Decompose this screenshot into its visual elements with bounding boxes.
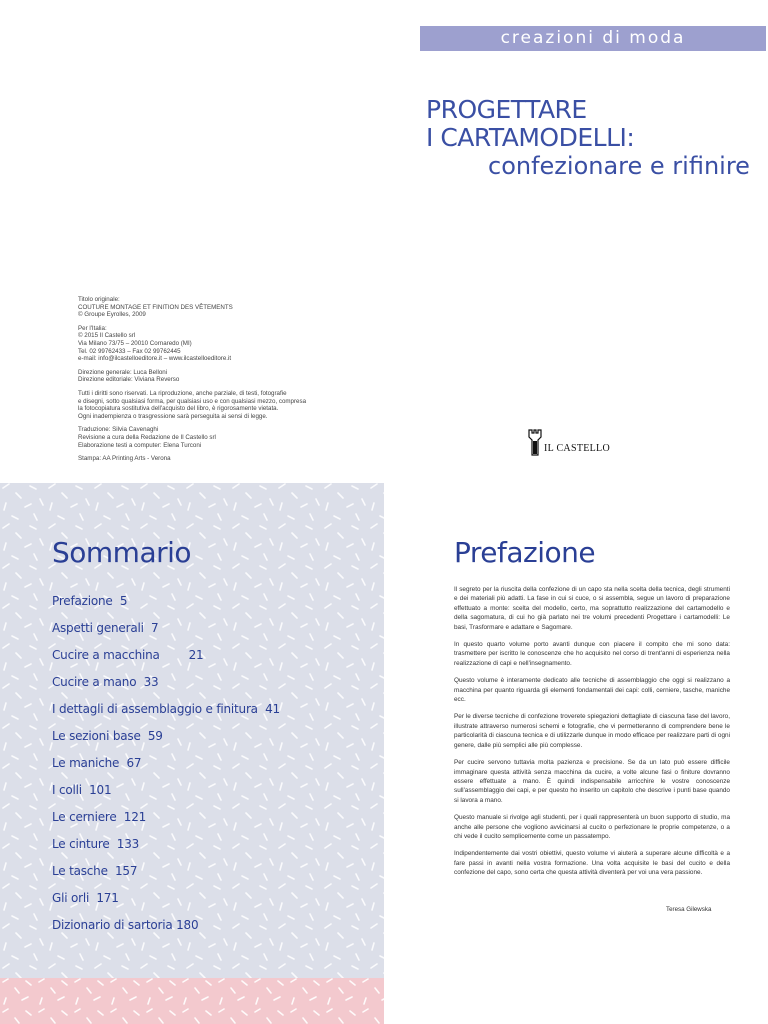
preface-paragraph: Per cucire servono tuttavia molta pazienza e precisione. Se da un lato può essere difficile immaginare questa attività senza macchina da cucire, a volte alcune fasi o finiture dovranno essere effettuate a mano. È quindi indispensabile arricchire le vostre conoscenze sull'assemblaggio dei capi, e per questo ho inserito un capitolo che descrive i punti base quando si lavora a mano. <box>454 759 730 804</box>
toc-item[interactable]: Cucire a macchina 21 <box>52 648 204 662</box>
toc-item[interactable]: Cucire a mano 33 <box>52 675 159 689</box>
toc-item[interactable]: Le maniche 67 <box>52 756 142 770</box>
toc-item[interactable]: Le cerniere 121 <box>52 810 147 824</box>
pink-band-pattern <box>0 978 384 1024</box>
colophon-print: Stampa: AA Printing Arts - Verona <box>78 455 171 463</box>
toc-item[interactable]: I dettagli di assemblaggio e finitura 41 <box>52 702 280 716</box>
castle-tower-icon <box>528 428 542 456</box>
colophon-direction: Direzione generale: Luca Belloni Direzione editoriale: Viviana Reverso <box>78 368 180 384</box>
book-title-line2: I CARTAMODELLI: <box>426 123 635 152</box>
toc-title: Sommario <box>52 536 192 569</box>
series-label: creazioni di moda <box>500 28 686 48</box>
toc-item[interactable]: Dizionario di sartoria 180 <box>52 918 199 932</box>
book-subtitle: confezionare e rifinire <box>488 152 750 180</box>
publisher-name: IL CASTELLO <box>544 443 610 454</box>
publisher-logo <box>528 428 610 456</box>
preface-signature: Teresa Gilewska <box>666 906 712 913</box>
toc-list <box>52 594 280 945</box>
pink-band <box>0 978 384 1024</box>
toc-item[interactable]: Le tasche 157 <box>52 864 138 878</box>
preface-paragraph: Indipendentemente dai vostri obiettivi, questo volume vi aiuterà a superare alcune difficoltà e a fare passi in avanti nella vostra formazione. Una volta acquisite le basi del cucito e della confezione del capo, sono certa che questa attività diventerà per voi una vera passione. <box>454 850 730 877</box>
colophon-original-title: Titolo originale: COUTURE MONTAGE ET FINITION DES VÊTEMENTS © Groupe Eyrolles, 2009 <box>78 296 233 319</box>
preface-paragraph: Questo volume è interamente dedicato alle tecniche di assemblaggio che oggi si realizzano a macchina per quanto riguarda gli elementi fondamentali dei capi: colli, cerniere, tasche, maniche ecc. <box>454 677 730 704</box>
book-title-line1: PROGETTARE <box>426 95 587 124</box>
toc-item[interactable]: Le cinture 133 <box>52 837 140 851</box>
toc-item[interactable]: Prefazione 5 <box>52 594 128 608</box>
preface-body <box>454 585 730 886</box>
series-band <box>420 26 766 51</box>
preface-paragraph: Questo manuale si rivolge agli studenti, per i quali rappresenterà un buon supporto di studio, ma anche alle persone che vogliono avvicinarsi al cucito o perfezionare le proprie competenze, o a chi vede il cucito semplicemente come un passatempo. <box>454 814 730 840</box>
toc-item[interactable]: I colli 101 <box>52 783 112 797</box>
colophon-rights: Tutti i diritti sono riservati. La riproduzione, anche parziale, di testi, fotografie e disegni, sotto qualsiasi forma, per qualsiasi uso e con qualsiasi mezzo, compresa la fotocopiatura sostitutiva dell'acquisto del libro, è rigorosamente vietata. Ogni inadempienza o trasgressione sarà perseguita ai sensi di legge. <box>78 389 307 420</box>
toc-item[interactable]: Aspetti generali 7 <box>52 621 159 635</box>
colophon-italy: Per l'Italia: © 2015 Il Castello srl Via Milano 73/75 – 20010 Cornaredo (MI) Tel. 02 99762433 – Fax 02 99762445 e-mail: info@ilcastelloeditore.it – www.ilcastelloeditore.it <box>78 324 232 363</box>
book-title <box>426 96 750 180</box>
toc-item[interactable]: Gli orli 171 <box>52 891 119 905</box>
toc-item[interactable]: Le sezioni base 59 <box>52 729 163 743</box>
preface-title: Prefazione <box>454 536 596 569</box>
colophon <box>78 296 368 469</box>
preface-paragraph: In questo quarto volume porto avanti dunque con piacere il compito che mi sono data: trasmettere per iscritto le conoscenze che ho acquisito nel corso di trent'anni di esperienza nella realizzazione di capi e nell'insegnamento. <box>454 641 730 667</box>
preface-paragraph: Per le diverse tecniche di confezione troverete spiegazioni dettagliate di ciascuna fase del lavoro, illustrate attraverso numerosi schemi e fotografie, che vi permetteranno di comprendere bene le particolarità di ciascuna tecnica e di utilizzarle dunque in modo efficace per realizzare parti di ogni genere, dalle più semplici alle più complesse. <box>454 713 730 749</box>
preface-paragraph: Il segreto per la riuscita della confezione di un capo sta nella scelta della tecnica, degli strumenti e dei materiali più adatti. La fase in cui si cuce, o si assembla, segue un lavoro di preparazione effettuato a monte: scelta del modello, certo, ma soprattutto realizzazione del cartamodello e della sagomatura, di cui ho già parlato nei tre volumi precedenti Progettare i cartamodelli: Le basi, Trasformare e adattare e Sagomare. <box>454 586 730 631</box>
colophon-translation: Traduzione: Silvia Cavenaghi Revisione a cura della Redazione de Il Castello srl Elaborazione testi a computer: Elena Turconi <box>78 426 216 449</box>
